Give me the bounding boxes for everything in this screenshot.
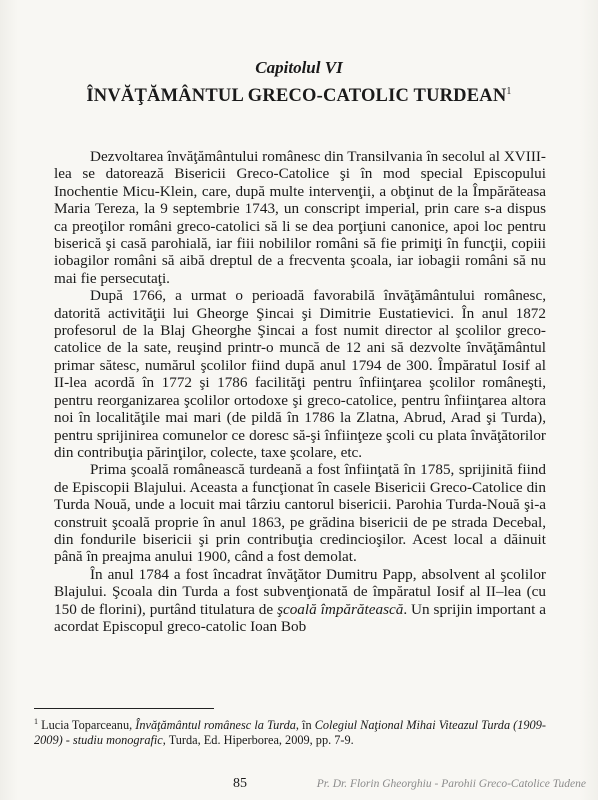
paragraph-4-italic-term: şcoală împărătească [277,600,404,618]
chapter-title-text: ÎNVĂŢĂMÂNTUL GRECO-CATOLIC TURDEAN [86,86,507,107]
footnote-number: 1 [34,717,38,726]
footnote-reference: 1 [506,86,512,97]
footnote-title: Învăţământul românesc la Turda [135,718,296,733]
paragraph-4-start: În anul 1784 a fost încadrat învăţător Dumitru Papp, absolvent al şcolilor Blajului. Şcoala din Turda a fost subvenţionată de împăratul Iosif al II–lea (cu 150 de florini), purtând titulatura de [54,565,546,618]
footnote [34,714,554,748]
footnote-volume: Colegiul Naţional Mihai Viteazul Turda (1909-2009) - studiu monografic [34,718,546,748]
footnote-author: Lucia Toparceanu, [41,718,136,733]
paragraph-1: Dezvoltarea învăţământului românesc din Transilvania în secolul al XVIII-lea se datorează Bisericii Greco-Catolice şi în mod special Episcopului Inochentie Micu-Klein, care, după multe intervenţii, a obţinut de la Împărăteasa Maria Tereza, la 9 septembrie 1743, un conscript imperial, prin care s-a dispus ca preoţilor români greco-catolici să li se dea porţiuni canonice, apoi loc pentru biserică şi casă parohială, iar fiii nobililor români să fie primiţi în funcţii, copiii iobagilor români să aibă dreptul de a frecventa şcoala, iar iobagii români să nu mai fie persecutaţi. [54,148,546,287]
paragraph-4-end: . Un sprijin important a acordat Episcopul greco-catolic Ioan Bob [54,600,547,635]
footnote-rest: , Turda, Ed. Hiperborea, 2009, pp. 7-9. [162,733,354,748]
chapter-title [0,86,598,107]
footnote-mid: , în [295,718,315,733]
footnote-separator [34,708,214,709]
paragraph-3: Prima şcoală românească turdeană a fost înfiinţată în 1785, sprijinită fiind de Episcopii Blajului. Aceasta a funcţionat în casele Bisericii Greco-Catolice din Turda Nouă, unde a locuit mai târziu cantorul bisericii. Parohia Turda-Nouă şi-a construit şcoală proprie în anul 1863, pe grădina bisericii de pe strada Decebal, din fondurile bisericii şi prin contribuţia credincioşilor. Acest local a dăinuit până în preajma anului 1900, când a fost demolat. [54,461,546,566]
chapter-label: Capitolul VI [255,58,343,77]
body-text [54,148,546,635]
page-number: 85 [233,776,247,791]
running-footer: Pr. Dr. Florin Gheorghiu - Parohii Greco-Catolice Tudene [316,778,586,790]
paragraph-4 [54,566,546,636]
paragraph-2: După 1766, a urmat o perioadă favorabilă învăţământului românesc, datorită activităţii lui Gheorge Şincai şi Dimitrie Eustatievici. În anul 1872 profesorul de la Blaj Gheorghe Şincai a fost numit director al şcolilor greco-catolice de la sate, reuşind printr-o muncă de 12 ani să dezvolte învăţământul primar sătesc, numărul şcolilor fiind după anul 1794 de 300. Împăratul Iosif al II-lea acordă în 1772 şi 1786 facilităţi pentru înfiinţarea şcolilor româneşti, pentru reorganizarea şcolilor ortodoxe şi greco-catolice, pentru înfiinţarea altora noi în localităţile mai mari (de pildă în 1786 la Zlatna, Abrud, Arad şi Turda), pentru sprijinirea comunelor ce doresc să-şi înfiinţeze şcoli cu plata învăţătorilor din contribuţia părinţilor, colecte, taxe şcolare, etc. [54,287,546,461]
